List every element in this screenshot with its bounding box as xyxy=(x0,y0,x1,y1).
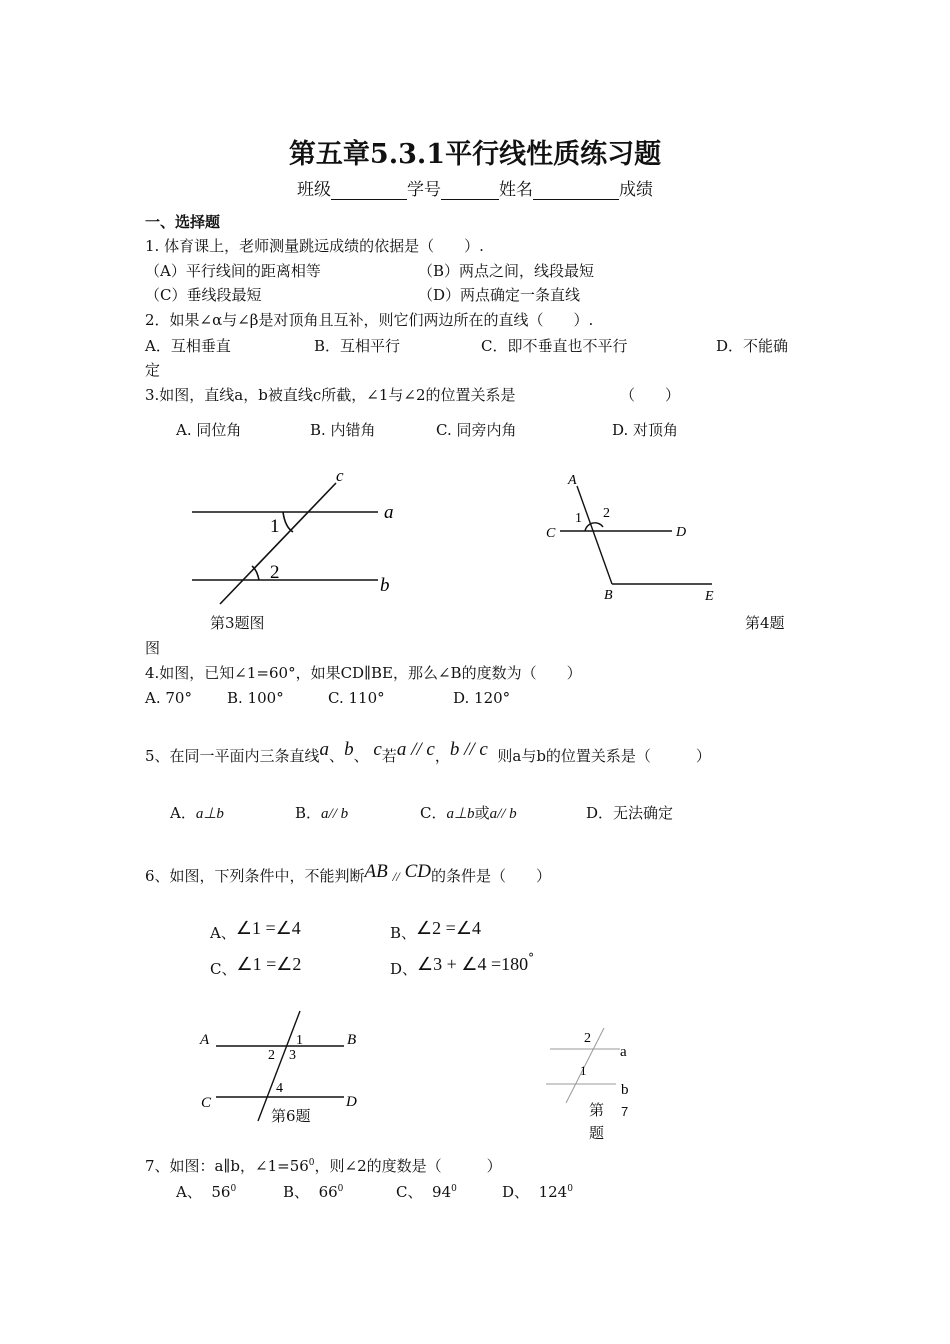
q7-stem xyxy=(145,1153,502,1176)
q6-parallel: // xyxy=(392,869,400,884)
q1-option-d[interactable]: （D）两点确定一条直线 xyxy=(418,286,581,304)
q7-b-value: 66 xyxy=(318,1183,338,1201)
q7-stem-post: ，则∠2的度数是（ ） xyxy=(314,1157,502,1175)
q2-option-d[interactable]: D．不能确 xyxy=(716,337,789,355)
q1-option-b[interactable]: （B）两点之间，线段最短 xyxy=(418,262,595,280)
fig3-label-b: b xyxy=(380,575,390,596)
q4-option-a[interactable]: A. 70° xyxy=(145,689,192,707)
q2-option-c[interactable]: C．即不垂直也不平行 xyxy=(481,337,628,355)
q5-b-value: a// b xyxy=(321,806,349,822)
q6-d-value: ∠3 + ∠4 =180 xyxy=(417,954,529,974)
q4-option-c[interactable]: C. 110° xyxy=(328,689,385,707)
q7-d-prefix: D、 xyxy=(502,1183,530,1201)
q5-var-b: b xyxy=(344,739,354,760)
q7-d-sup: 0 xyxy=(567,1184,573,1194)
q6-stem xyxy=(145,861,551,887)
q5-sep1: 、 xyxy=(329,747,345,765)
q5-option-c[interactable] xyxy=(420,803,517,824)
fig4-label-E: E xyxy=(705,589,714,604)
fig6-label-C: C xyxy=(201,1095,212,1111)
q6-pre: 6、如图，下列条件中，不能判断 xyxy=(145,867,365,885)
fig4-label-B: B xyxy=(604,588,613,603)
q7-option-a[interactable] xyxy=(176,1179,236,1202)
q5-b-prefix: B． xyxy=(295,804,322,822)
figure-q3 xyxy=(192,483,378,604)
q6-option-c[interactable] xyxy=(210,954,302,979)
q7-stem-pre: 7、如图：a∥b，∠1=56 xyxy=(145,1157,309,1175)
q5-c-prefix: C． xyxy=(420,804,447,822)
q5-cond1: a // c xyxy=(396,739,435,760)
class-label: 班级 xyxy=(297,180,331,200)
q5-sep2: 、 xyxy=(353,747,369,765)
q5-c-or: 或 xyxy=(474,804,490,822)
q6-a-value: ∠1 =∠4 xyxy=(235,918,301,938)
q5-comma: ， xyxy=(434,747,450,765)
q5-var-c: c xyxy=(373,739,382,760)
fig6-label-B: B xyxy=(347,1032,357,1048)
fig4-label-C: C xyxy=(546,526,556,541)
q7-b-prefix: B、 xyxy=(283,1183,310,1201)
q5-option-d[interactable]: D．无法确定 xyxy=(586,804,674,822)
q5-option-b[interactable] xyxy=(295,803,348,824)
q7-a-value: 56 xyxy=(211,1183,231,1201)
fig7-label-1: 1 xyxy=(580,1063,587,1078)
q5-cond2: b // c xyxy=(449,739,488,760)
name-label: 姓名 xyxy=(499,180,533,200)
q7-option-d[interactable] xyxy=(502,1179,573,1202)
angle-arc xyxy=(585,523,603,531)
q3-stem: 3.如图，直线a，b被直线c所截，∠1与∠2的位置关系是 xyxy=(145,386,516,404)
q7-d-value: 124 xyxy=(538,1183,568,1201)
q6-a-prefix: A、 xyxy=(210,924,236,942)
fig7-caption-c: 题 xyxy=(589,1125,605,1142)
line-ab xyxy=(577,486,612,584)
fig6-label-1: 1 xyxy=(296,1033,303,1048)
fig7-caption-a: 第 xyxy=(589,1102,605,1119)
q7-stem-sup: 0 xyxy=(308,1158,315,1168)
fig3-label-c: c xyxy=(336,466,344,485)
fig6-label-A: A xyxy=(200,1032,210,1048)
q6-option-d[interactable] xyxy=(390,951,535,980)
transversal6 xyxy=(258,1011,300,1121)
q5-stem xyxy=(145,739,711,766)
q2-option-a[interactable]: A．互相垂直 xyxy=(145,337,231,355)
q6-c-value: ∠1 =∠2 xyxy=(236,954,302,974)
fig6-label-2: 2 xyxy=(268,1048,275,1063)
fig4-label-D: D xyxy=(676,525,687,540)
q1-option-a[interactable]: （A）平行线间的距离相等 xyxy=(145,262,321,280)
q4-option-d[interactable]: D. 120° xyxy=(453,689,511,707)
fig4-label-1: 1 xyxy=(575,511,582,526)
fig3-label-2: 2 xyxy=(270,562,280,583)
page-title: 第五章5.3.1平行线性质练习题 xyxy=(288,139,662,170)
fig7-label-b: b xyxy=(621,1082,629,1098)
q3-option-d[interactable]: D. 对顶角 xyxy=(612,421,679,439)
q7-c-value: 94 xyxy=(432,1183,452,1201)
q5-option-a[interactable] xyxy=(170,803,224,824)
q7-option-c[interactable] xyxy=(396,1179,457,1202)
fig6-label-3: 3 xyxy=(289,1048,296,1063)
q3-option-b[interactable]: B. 内错角 xyxy=(310,421,376,439)
id-label: 学号 xyxy=(407,180,441,200)
q7-c-sup: 0 xyxy=(451,1184,457,1194)
q5-ruo: 若 xyxy=(381,747,397,765)
fig3-label-1: 1 xyxy=(270,516,280,537)
q6-d-prefix: D、 xyxy=(390,960,418,978)
q7-b-sup: 0 xyxy=(337,1184,344,1194)
line-c xyxy=(220,483,336,604)
q2-option-d-wrap: 定 xyxy=(145,361,161,379)
fig4-caption-wrap: 图 xyxy=(145,639,161,657)
q3-option-c[interactable]: C. 同旁内角 xyxy=(436,421,517,439)
figure-q4 xyxy=(560,486,712,584)
fig7-label-2: 2 xyxy=(584,1031,591,1046)
q2-stem: 2．如果∠α与∠β是对顶角且互补，则它们两边所在的直线（ ）. xyxy=(145,311,594,329)
fig3-caption: 第3题图 xyxy=(210,614,265,632)
q7-a-sup: 0 xyxy=(230,1184,237,1194)
q5-a-value: a⊥b xyxy=(195,806,224,822)
q5-a-prefix: A． xyxy=(170,804,196,822)
q5-pre: 5、在同一平面内三条直线 xyxy=(145,747,320,765)
q4-option-b[interactable]: B. 100° xyxy=(227,689,284,707)
q6-b-prefix: B、 xyxy=(390,924,417,942)
q6-post: 的条件是（ ） xyxy=(430,867,551,885)
fig4-caption: 第4题 xyxy=(745,614,785,632)
q6-ab: AB xyxy=(364,861,388,882)
q5-var-a: a xyxy=(319,739,330,760)
q6-c-prefix: C、 xyxy=(210,960,237,978)
q1-option-c[interactable]: （C）垂线段最短 xyxy=(145,286,262,304)
fig4-label-A: A xyxy=(568,473,577,488)
q1-stem: 1. 体育课上，老师测量跳远成绩的依据是（ ）. xyxy=(145,237,484,255)
q6-b-value: ∠2 =∠4 xyxy=(416,918,481,938)
q3-answer-paren[interactable]: （ ） xyxy=(620,386,681,404)
q4-stem: 4.如图，已知∠1=60°，如果CD∥BE，那么∠B的度数为（ ） xyxy=(145,664,582,682)
q7-option-b[interactable] xyxy=(283,1179,343,1202)
q5-c-value2: a// b xyxy=(489,806,517,822)
q2-option-b[interactable]: B．互相平行 xyxy=(314,337,401,355)
score-label: 成绩 xyxy=(619,180,653,200)
q6-cd: CD xyxy=(404,861,431,882)
q5-post: 则a与b的位置关系是（ ） xyxy=(497,747,711,765)
fig7-caption-b: 7 xyxy=(621,1104,629,1119)
q7-a-prefix: A、 xyxy=(176,1183,202,1201)
q7-c-prefix: C、 xyxy=(396,1183,423,1201)
fig6-caption: 第6题 xyxy=(271,1107,311,1125)
q6-d-degree: ° xyxy=(528,951,535,965)
q5-c-value1: a⊥b xyxy=(446,806,475,822)
section-heading: 一、选择题 xyxy=(145,213,221,231)
q6-option-a[interactable] xyxy=(210,918,301,943)
fig6-label-D: D xyxy=(346,1094,357,1110)
q3-option-a[interactable]: A. 同位角 xyxy=(176,421,242,439)
fig7-label-a: a xyxy=(620,1044,627,1060)
fig3-label-a: a xyxy=(384,502,394,523)
fig6-label-4: 4 xyxy=(276,1081,283,1096)
q6-option-b[interactable] xyxy=(390,918,481,943)
figure-q6 xyxy=(216,1011,344,1121)
fig4-label-2: 2 xyxy=(603,506,610,521)
